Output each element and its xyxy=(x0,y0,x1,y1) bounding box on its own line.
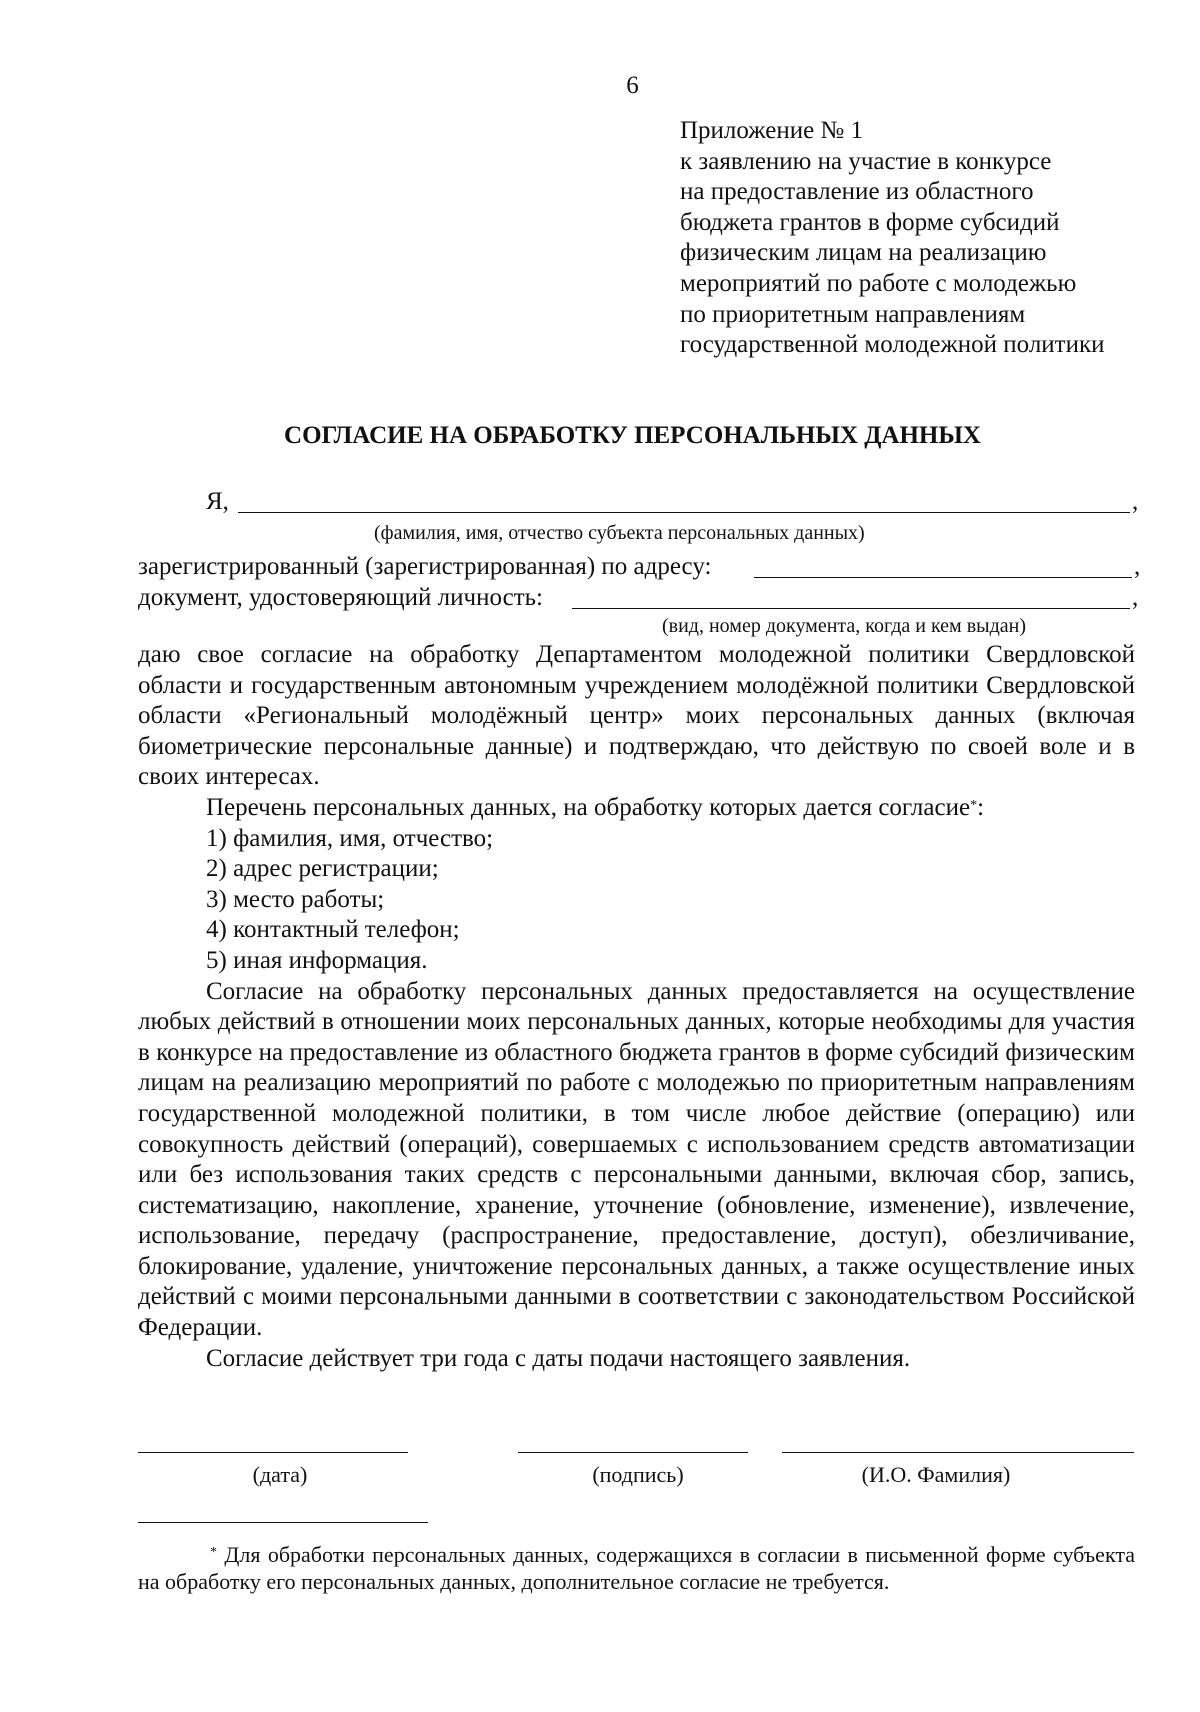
footnote-separator xyxy=(138,1522,428,1523)
list-intro xyxy=(138,793,1135,824)
footnote-reference-mark: * xyxy=(970,797,978,813)
appendix-line: государственной молодежной политики xyxy=(680,331,1105,359)
list-item: 1) фамилия, имя, отчество; xyxy=(206,824,494,852)
i-label: Я, xyxy=(206,488,229,515)
scope-paragraph: Согласие на обработку персональных данных предоставляется на осуществление любых действий в отношении моих персональных данных, которые необходимы для участия в конкурсе на предоставление из областного бюджета грантов в форме субсидий физическим лицам на реализацию мероприятий по работе с молодежью по приоритетным направлениям государственной молодежной политики, в том числе любое действие (операцию) или совокупность действий (операций), совершаемых с использованием средств автоматизации или без использования таких средств с персональными данными, включая сбор, запись, систематизацию, накопление, хранение, уточнение (обновление, изменение), извлечение, использование, передачу (распространение, предоставление, доступ), обезличивание, блокирование, удаление, уничтожение персональных данных, а также осуществление иных действий с моими персональными данными в соответствии с законодательством Российской Федерации. xyxy=(138,977,1135,1342)
list-item: 4) контактный телефон; xyxy=(206,916,460,944)
appendix-line: бюджета грантов в форме субсидий xyxy=(680,208,1060,236)
document-comma: , xyxy=(1132,584,1139,611)
address-comma: , xyxy=(1134,553,1141,580)
appendix-line: к заявлению на участие в конкурсе xyxy=(680,147,1052,175)
footnote xyxy=(138,1541,1135,1595)
footnote-text: Для обработки персональных данных, содержащихся в согласии в письменной форме субъекта на обработку его персональных данных, дополнительное согласие не требуется. xyxy=(138,1542,1135,1594)
date-field[interactable] xyxy=(138,1452,408,1453)
list-item: 3) место работы; xyxy=(206,885,385,913)
document-title: СОГЛАСИЕ НА ОБРАБОТКУ ПЕРСОНАЛЬНЫХ ДАННЫХ xyxy=(284,422,981,449)
document-field-caption: (вид, номер документа, когда и кем выдан) xyxy=(662,615,1026,637)
document-label: документ, удостоверяющий личность: xyxy=(138,584,543,611)
list-intro-colon: : xyxy=(977,793,985,821)
name-comma: , xyxy=(1132,488,1139,515)
appendix-line: Приложение № 1 xyxy=(680,117,864,144)
date-caption: (дата) xyxy=(252,1462,308,1487)
consent-body xyxy=(138,640,1135,1374)
list-item: 5) иная информация. xyxy=(206,946,428,974)
printed-name-caption: (И.О. Фамилия) xyxy=(861,1462,1011,1487)
list-intro-text: Перечень персональных данных, на обработку которых дается согласие xyxy=(206,793,971,821)
appendix-block xyxy=(680,116,1105,361)
footnote-mark: * xyxy=(210,1545,217,1560)
printed-name-field[interactable] xyxy=(782,1452,1134,1453)
validity-paragraph: Согласие действует три года с даты подачи настоящего заявления. xyxy=(206,1344,911,1372)
address-field[interactable] xyxy=(754,577,1132,578)
appendix-line: на предоставление из областного xyxy=(680,178,1034,206)
appendix-line: физическим лицам на реализацию xyxy=(680,239,1047,267)
page-number: 6 xyxy=(626,72,639,99)
name-field-caption: (фамилия, имя, отчество субъекта персональных данных) xyxy=(374,522,865,544)
signature-caption: (подпись) xyxy=(592,1462,684,1487)
address-label: зарегистрированный (зарегистрированная) по адресу: xyxy=(138,553,712,580)
consent-paragraph: даю свое согласие на обработку Департаментом молодежной политики Свердловской области и государственным автономным учреждением молодёжной политики Свердловской области «Региональный молодёжный центр» моих персональных данных (включая биометрические персональные данные) и подтверждаю, что действую по своей воле и в своих интересах. xyxy=(138,641,1135,791)
appendix-line: по приоритетным направлениям xyxy=(680,300,1026,328)
signature-field[interactable] xyxy=(518,1452,748,1453)
identity-document-field[interactable] xyxy=(572,608,1130,609)
full-name-field[interactable] xyxy=(238,512,1130,513)
appendix-line: мероприятий по работе с молодежью xyxy=(680,269,1077,297)
list-item: 2) адрес регистрации; xyxy=(206,855,439,883)
